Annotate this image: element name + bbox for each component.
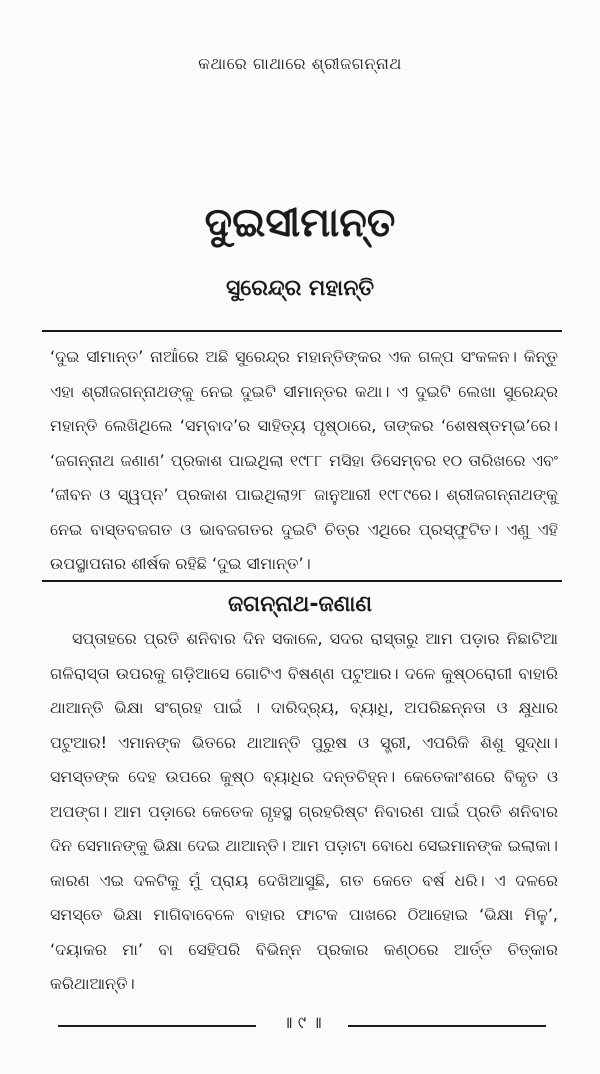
story-author: ସୁରେନ୍ଦ୍ର ମହାନ୍ତି [225, 276, 375, 301]
intro-top-rule [42, 330, 562, 332]
story-title: ଦୁଇସୀମାନ୍ତ [204, 200, 396, 246]
footer-right-rule [348, 1025, 546, 1027]
intro-bottom-rule [42, 580, 562, 582]
page-number: ॥ ୯ ॥ [282, 1013, 322, 1033]
body-paragraph: ସପ୍ତାହରେ ପ୍ରତି ଶନିବାର ଦିନ ସକାଳେ, ସଦର ରାସ୍ତାରୁ ଆମ ପଡ଼ାର ନିଛାଟିଆ ଗଳିରାସ୍ତା ଉପରକୁ ଗଡ଼ିଆସେ ଗୋଟିଏ ବିଷଣ୍ଣ ପଟୁଆର। ଦଳେ କୁଷ୍ଠରୋଗୀ ବାହାରି ଥାଆନ୍ତି ଭିକ୍ଷା ସଂଗ୍ରହ ପାଇଁ । ଦାରିଦ୍ର୍ୟ, ବ୍ୟାଧି, ଅପରିଛନ୍ନତା ଓ କ୍ଷୁଧାର ପଟୁଆର! ଏମାନଙ୍କ ଭିତରେ ଥାଆନ୍ତି ପୁରୁଷ ଓ ସ୍ତ୍ରୀ, ଏପରିକି ଶିଶୁ ସୁଦ୍ଧା। ସମସ୍ତଙ୍କ ଦେହ ଉପରେ କୁଷ୍ଠ ବ୍ୟାଧିର ଦନ୍ତଚିହ୍ନ। କେତେକାଂଶରେ ବିକୃତ ଓ ଅପଙ୍ଗ। ଆମ ପଡ଼ାରେ କେତେକ ଗୃହସ୍ଥ ଗ୍ରହରିଷ୍ଟ ନିବାରଣ ପାଇଁ ପ୍ରତି ଶନିବାର ଦିନ ସେମାନଙ୍କୁ ଭିକ୍ଷା ଦେଇ ଥାଆନ୍ତି। ଆମ ପଡ଼ାଟା ବୋଧେ ସେଇମାନଙ୍କ ଇଲାକା। କାରଣ ଏଇ ଦଳଟିକୁ ମୁଁ ପ୍ରାୟ ଦେଖିଆସୁଛି, ଗତ କେତେ ବର୍ଷ ଧରି। ଏ ଦଳରେ ସମସ୍ତେ ଭିକ୍ଷା ମାଗିବାବେଳେ ବାହାର ଫାଟକ ପାଖରେ ଠିଆହୋଇ ‘ଭିକ୍ଷା ମିଳୁ’, ‘ଦୟାକର ମା’ ବା ସେହିପରି ବିଭିନ୍ନ ପ୍ରକାର କଣ୍ଠରେ ଆର୍ତ୍ତ ଚିତ୍କାର କରିଥାଆନ୍ତି। [50, 629, 558, 993]
footer-left-rule [58, 1025, 256, 1027]
section-heading: ଜଗନ୍ନାଥ-ଜଣାଣ [227, 592, 372, 617]
running-header: କଥାରେ ଗାଥାରେ ଶ୍ରୀଜଗନ୍ନାଥ [198, 54, 402, 73]
intro-paragraph: ‘ଦୁଇ ସୀମାନ୍ତ’ ନାଆଁରେ ଅଛି ସୁରେନ୍ଦ୍ର ମହାନ୍ତିଙ୍କର ଏକ ଗଳ୍ପ ସଂକଳନ। କିନ୍ତୁ ଏହା ଶ୍ରୀଜଗନ୍ନାଥଙ୍କୁ ନେଇ ଦୁଇଟି ସୀମାନ୍ତର କଥା। ଏ ଦୁଇଟି ଲେଖା ସୁରେନ୍ଦ୍ର ମହାନ୍ତି ଲେଖିଥିଲେ ‘ସମ୍ବାଦ’ର ସାହିତ୍ୟ ପୃଷ୍ଠାରେ, ତାଙ୍କର ‘ଶେଷଷ୍ତମ୍ଭ’ରେ। ‘ଜଗନ୍ନାଥ ଜଣାଣ’ ପ୍ରକାଶ ପାଇଥିଲା ୧୯୮୮ ମସିହା ଡିସେମ୍ବର ୧୦ ତାରିଖରେ ଏବଂ ‘ଜୀବନ ଓ ସ୍ୱପ୍ନ’ ପ୍ରକାଶ ପାଇଥିଲା୨୮ ଜାନୁଆରୀ ୧୯୮୯ରେ। ଶ୍ରୀଜଗନ୍ନାଥଙ୍କୁ ନେଇ ବାସ୍ତବଜଗତ ଓ ଭାବଜଗତର ଦୁଇଟି ଚିତ୍ର ଏଥିରେ ପ୍ରସ୍ଫୁଟିତ। ଏଣୁ ଏହି ଉପସ୍ଥାପନାର ଶୀର୍ଷକ ରହିଛି ‘ଦୁଇ ସୀମାନ୍ତ’। [50, 347, 558, 573]
